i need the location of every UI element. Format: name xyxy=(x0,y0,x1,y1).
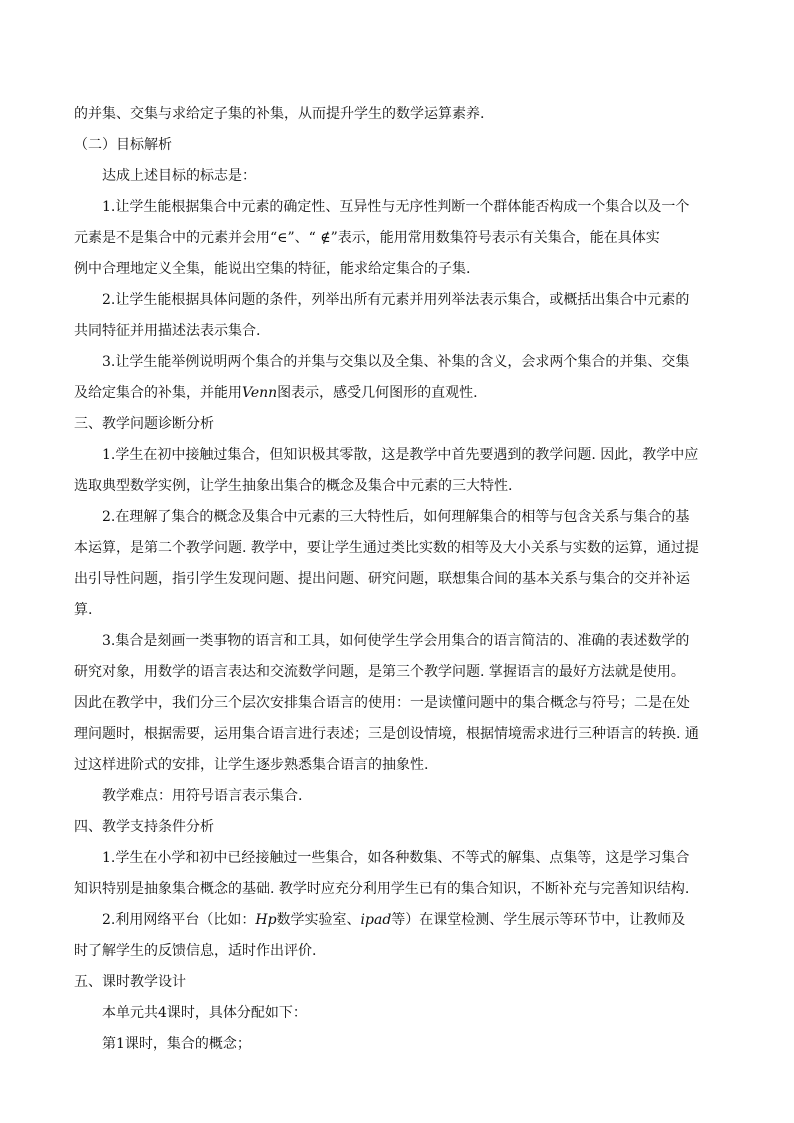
text-line: 2.在理解了集合的概念及集合中元素的三大特性后，如何理解集合的相等与包含关系与集合的基 xyxy=(102,509,690,525)
text-segment: 数学实验室、 xyxy=(276,912,361,928)
text-segment: 及给定集合的补集，并能用 xyxy=(74,385,242,401)
text-line: 本单元共4课时，具体分配如下： xyxy=(102,1005,307,1021)
text-line: 的并集、交集与求给定子集的补集，从而提升学生的数学运算素养. xyxy=(74,106,485,122)
text-line: 算. xyxy=(74,602,93,618)
text-line: 1.学生在初中接触过集合，但知识极其零散，这是教学中首先要遇到的教学问题. 因此，教学中应 xyxy=(102,447,699,463)
text-line: 因此在教学中，我们分三个层次安排集合语言的使用：一是读懂问题中的集合概念与符号；二是在处 xyxy=(74,695,690,711)
text-line: 出引导性问题，指引学生发现问题、提出问题、研究问题，联想集合间的基本关系与集合的交并补运 xyxy=(74,571,690,587)
text-line: 时了解学生的反馈信息，适时作出评价. xyxy=(74,943,317,959)
text-line: 本运算，是第二个教学问题. 教学中，要让学生通过类比实数的相等及大小关系与实数的运算，通过提 xyxy=(74,540,699,556)
text-segment: 2.利用网络平台（比如： xyxy=(102,912,256,928)
text-line: 教学难点：用符号语言表示集合. xyxy=(102,788,303,804)
text-line: 过这样进阶式的安排，让学生逐步熟悉集合语言的抽象性. xyxy=(74,757,429,773)
text-segment: 图表示，感受几何图形的直观性. xyxy=(277,385,478,401)
ipad-term: ipad xyxy=(360,912,392,928)
text-line: 2.让学生能根据具体问题的条件，列举出所有元素并用列举法表示集合，或概括出集合中元素的 xyxy=(102,292,690,308)
text-line: 元素是不是集合中的元素并会用“∈”、“ ∉”表示，能用常用数集符号表示有关集合，能在具体实 xyxy=(74,230,660,246)
text-line: 例中合理地定义全集，能说出空集的特征，能求给定集合的子集. xyxy=(74,261,471,277)
venn-term: Venn xyxy=(242,385,278,401)
text-line: 理问题时，根据需要，运用集合语言进行表述；三是创设情境，根据情境需求进行三种语言的转换. 通 xyxy=(74,726,699,742)
text-line: 选取典型数学实例，让学生抽象出集合的概念及集合中元素的三大特性. xyxy=(74,478,513,494)
text-line: 共同特征并用描述法表示集合. xyxy=(74,323,261,339)
section-heading: 五、课时教学设计 xyxy=(74,974,186,990)
text-line: 研究对象，用数学的语言表达和交流数学问题，是第三个教学问题. 掌握语言的最好方法就是使用。 xyxy=(74,664,685,680)
text-line: 知识特别是抽象集合概念的基础. 教学时应充分利用学生已有的集合知识，不断补充与完善知识结构. xyxy=(74,881,690,897)
text-line xyxy=(102,910,685,930)
text-line: 1.学生在小学和初中已经接触过一些集合，如各种数集、不等式的解集、点集等，这是学习集合 xyxy=(102,850,690,866)
text-line: 1.让学生能根据集合中元素的确定性、互异性与无序性判断一个群体能否构成一个集合以及一个 xyxy=(102,199,690,215)
section-heading: 四、教学支持条件分析 xyxy=(74,819,214,835)
text-line: 第1课时，集合的概念； xyxy=(102,1036,251,1052)
hp-term: Hp xyxy=(255,912,277,928)
text-line: 3.让学生能举例说明两个集合的并集与交集以及全集、补集的含义，会求两个集合的并集、交集 xyxy=(102,354,690,370)
section-heading: （二）目标解析 xyxy=(74,137,172,153)
text-line: 3.集合是刻画一类事物的语言和工具，如何使学生学会用集合的语言简洁的、准确的表述数学的 xyxy=(102,633,690,649)
text-line xyxy=(74,383,478,403)
section-heading: 三、教学问题诊断分析 xyxy=(74,416,214,432)
text-segment: 等）在课堂检测、学生展示等环节中，让教师及 xyxy=(391,912,686,928)
text-line: 达成上述目标的标志是： xyxy=(102,168,256,184)
